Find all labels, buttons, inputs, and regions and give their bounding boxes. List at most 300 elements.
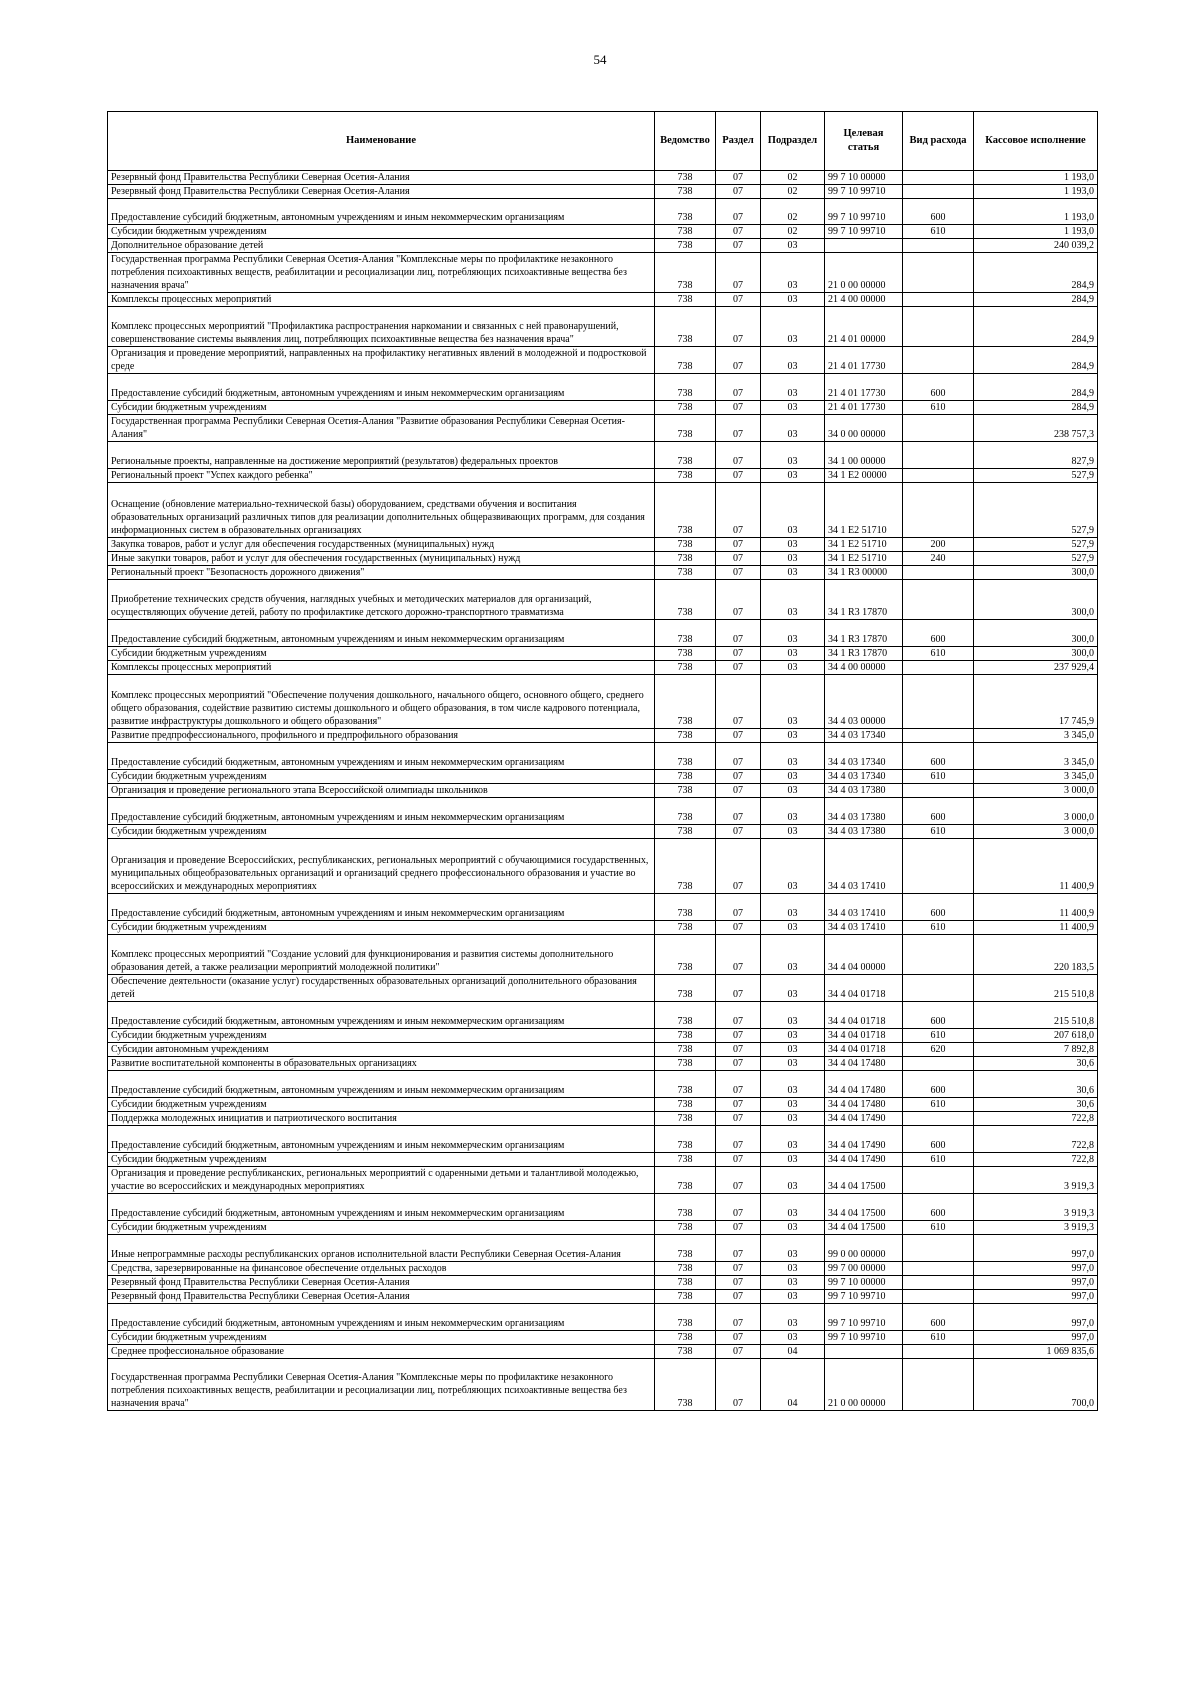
cell-section: 07: [716, 1002, 761, 1029]
table-row: [108, 1194, 1098, 1221]
cell-target-article: 21 4 01 17730: [825, 374, 903, 401]
table-row: [108, 1262, 1098, 1276]
table-row: [108, 307, 1098, 347]
table-row: [108, 975, 1098, 1002]
cell-expense-type: 610: [903, 1098, 974, 1112]
cell-department: 738: [655, 1359, 716, 1411]
cell-subsection: 03: [761, 1002, 825, 1029]
cell-cash-execution: 722,8: [974, 1112, 1098, 1126]
table-row: [108, 1359, 1098, 1411]
cell-department: 738: [655, 1221, 716, 1235]
cell-department: 738: [655, 935, 716, 975]
cell-subsection: 03: [761, 1276, 825, 1290]
cell-department: 738: [655, 580, 716, 620]
cell-name: Иные закупки товаров, работ и услуг для обеспечения государственных (муниципальных) нужд: [108, 552, 655, 566]
cell-section: 07: [716, 347, 761, 374]
header-department: Ведомство: [655, 112, 716, 171]
cell-expense-type: 610: [903, 921, 974, 935]
table-row: [108, 1331, 1098, 1345]
cell-target-article: 34 4 03 17410: [825, 921, 903, 935]
cell-cash-execution: 997,0: [974, 1235, 1098, 1262]
cell-subsection: 03: [761, 839, 825, 894]
cell-department: 738: [655, 1167, 716, 1194]
cell-expense-type: [903, 839, 974, 894]
cell-target-article: 34 1 E2 51710: [825, 538, 903, 552]
cell-expense-type: [903, 975, 974, 1002]
header-expense-type: Вид расхода: [903, 112, 974, 171]
cell-section: 07: [716, 171, 761, 185]
budget-table: [107, 111, 1098, 1411]
cell-target-article: 34 0 00 00000: [825, 415, 903, 442]
cell-department: 738: [655, 1304, 716, 1331]
cell-expense-type: 600: [903, 374, 974, 401]
header-target-article: Целевая статья: [825, 112, 903, 171]
cell-subsection: 03: [761, 921, 825, 935]
cell-cash-execution: 527,9: [974, 483, 1098, 538]
cell-department: 738: [655, 374, 716, 401]
cell-department: 738: [655, 729, 716, 743]
cell-section: 07: [716, 935, 761, 975]
cell-name: Субсидии бюджетным учреждениям: [108, 401, 655, 415]
cell-section: 07: [716, 921, 761, 935]
cell-name: Государственная программа Республики Северная Осетия-Алания "Развитие образования Республики Северная Осетия-Алания": [108, 415, 655, 442]
cell-section: 07: [716, 675, 761, 729]
cell-department: 738: [655, 1071, 716, 1098]
cell-section: 07: [716, 1262, 761, 1276]
cell-cash-execution: 300,0: [974, 580, 1098, 620]
cell-name: Государственная программа Республики Северная Осетия-Алания "Комплексные меры по профилактике незаконного потребления психоактивных веществ, реабилитации и ресоциализации лиц, потребляющих психоактивные вещества без назначения врача": [108, 253, 655, 293]
cell-target-article: 34 1 E2 51710: [825, 483, 903, 538]
cell-department: 738: [655, 1290, 716, 1304]
table-row: [108, 675, 1098, 729]
cell-subsection: 03: [761, 798, 825, 825]
cell-name: Субсидии бюджетным учреждениям: [108, 1331, 655, 1345]
cell-subsection: 03: [761, 307, 825, 347]
table-row: [108, 185, 1098, 199]
cell-department: 738: [655, 784, 716, 798]
cell-section: 07: [716, 729, 761, 743]
cell-name: Предоставление субсидий бюджетным, автономным учреждениям и иным некоммерческим организациям: [108, 374, 655, 401]
cell-section: 07: [716, 307, 761, 347]
cell-name: Региональный проект "Безопасность дорожного движения": [108, 566, 655, 580]
cell-department: 738: [655, 894, 716, 921]
cell-section: 07: [716, 1345, 761, 1359]
cell-department: 738: [655, 469, 716, 483]
table-row: [108, 647, 1098, 661]
cell-section: 07: [716, 552, 761, 566]
cell-expense-type: [903, 675, 974, 729]
cell-name: Организация и проведение республиканских, региональных мероприятий с одаренными детьми и талантливой молодежью, участие во всероссийских и международных мероприятиях: [108, 1167, 655, 1194]
cell-department: 738: [655, 675, 716, 729]
cell-cash-execution: 3 345,0: [974, 770, 1098, 784]
cell-expense-type: 610: [903, 1153, 974, 1167]
cell-subsection: 03: [761, 552, 825, 566]
cell-target-article: 34 4 03 17380: [825, 798, 903, 825]
cell-section: 07: [716, 566, 761, 580]
table-row: [108, 894, 1098, 921]
cell-department: 738: [655, 225, 716, 239]
cell-department: 738: [655, 253, 716, 293]
cell-section: 07: [716, 1057, 761, 1071]
cell-subsection: 03: [761, 1126, 825, 1153]
cell-target-article: 34 4 04 17490: [825, 1112, 903, 1126]
cell-department: 738: [655, 661, 716, 675]
cell-target-article: 34 4 03 17410: [825, 894, 903, 921]
cell-section: 07: [716, 415, 761, 442]
cell-department: 738: [655, 347, 716, 374]
table-row: [108, 770, 1098, 784]
cell-department: 738: [655, 1112, 716, 1126]
cell-name: Резервный фонд Правительства Республики Северная Осетия-Алания: [108, 1290, 655, 1304]
cell-subsection: 03: [761, 253, 825, 293]
cell-name: Дополнительное образование детей: [108, 239, 655, 253]
cell-target-article: 34 1 R3 17870: [825, 647, 903, 661]
cell-expense-type: [903, 1276, 974, 1290]
cell-expense-type: [903, 1167, 974, 1194]
cell-cash-execution: 30,6: [974, 1057, 1098, 1071]
cell-cash-execution: 1 193,0: [974, 199, 1098, 225]
cell-cash-execution: 3 919,3: [974, 1167, 1098, 1194]
cell-target-article: 21 4 01 17730: [825, 401, 903, 415]
table-row: [108, 620, 1098, 647]
cell-subsection: 03: [761, 1043, 825, 1057]
cell-expense-type: 600: [903, 798, 974, 825]
cell-target-article: 34 4 04 00000: [825, 935, 903, 975]
table-row: [108, 1235, 1098, 1262]
cell-target-article: 99 7 10 99710: [825, 225, 903, 239]
cell-target-article: 34 4 03 17340: [825, 743, 903, 770]
cell-section: 07: [716, 469, 761, 483]
cell-subsection: 03: [761, 975, 825, 1002]
cell-expense-type: [903, 784, 974, 798]
cell-name: Региональный проект "Успех каждого ребенка": [108, 469, 655, 483]
cell-target-article: 99 0 00 00000: [825, 1235, 903, 1262]
cell-cash-execution: 215 510,8: [974, 1002, 1098, 1029]
cell-cash-execution: 997,0: [974, 1331, 1098, 1345]
cell-department: 738: [655, 1235, 716, 1262]
table-header-row: [108, 112, 1098, 171]
cell-subsection: 03: [761, 1098, 825, 1112]
cell-section: 07: [716, 401, 761, 415]
table-row: [108, 839, 1098, 894]
cell-section: 07: [716, 1194, 761, 1221]
table-row: [108, 1167, 1098, 1194]
cell-expense-type: 610: [903, 1029, 974, 1043]
cell-name: Приобретение технических средств обучения, наглядных учебных и методических материалов для организаций, осуществляющих обучение детей, работу по профилактике детского дорожно-транспортного травматизма: [108, 580, 655, 620]
table-row: [108, 921, 1098, 935]
cell-section: 07: [716, 538, 761, 552]
table-row: [108, 293, 1098, 307]
cell-subsection: 03: [761, 661, 825, 675]
cell-cash-execution: 17 745,9: [974, 675, 1098, 729]
cell-cash-execution: 527,9: [974, 469, 1098, 483]
cell-section: 07: [716, 580, 761, 620]
cell-section: 07: [716, 1167, 761, 1194]
cell-subsection: 03: [761, 483, 825, 538]
cell-cash-execution: 997,0: [974, 1262, 1098, 1276]
cell-section: 07: [716, 1098, 761, 1112]
table-row: [108, 483, 1098, 538]
cell-cash-execution: 30,6: [974, 1098, 1098, 1112]
cell-expense-type: 610: [903, 1331, 974, 1345]
cell-target-article: 34 4 03 17380: [825, 825, 903, 839]
table-row: [108, 469, 1098, 483]
cell-target-article: 21 4 01 00000: [825, 307, 903, 347]
cell-target-article: [825, 1345, 903, 1359]
cell-department: 738: [655, 839, 716, 894]
cell-name: Региональные проекты, направленные на достижение мероприятий (результатов) федеральных проектов: [108, 442, 655, 469]
cell-subsection: 03: [761, 647, 825, 661]
cell-expense-type: [903, 307, 974, 347]
cell-department: 738: [655, 1002, 716, 1029]
table-row: [108, 239, 1098, 253]
cell-expense-type: 610: [903, 401, 974, 415]
cell-subsection: 03: [761, 1071, 825, 1098]
cell-department: 738: [655, 293, 716, 307]
cell-target-article: 21 4 00 00000: [825, 293, 903, 307]
cell-department: 738: [655, 798, 716, 825]
cell-section: 07: [716, 620, 761, 647]
cell-target-article: 99 7 10 99710: [825, 185, 903, 199]
cell-name: Комплекс процессных мероприятий "Обеспечение получения дошкольного, начального общего, основного общего, среднего общего образования, содействие развитию системы дошкольного и общего образования, в том числе кадрового потенциала, развитие инфраструктуры дошкольного и общего образования": [108, 675, 655, 729]
cell-subsection: 03: [761, 469, 825, 483]
cell-subsection: 03: [761, 580, 825, 620]
cell-subsection: 03: [761, 374, 825, 401]
cell-expense-type: 610: [903, 770, 974, 784]
cell-name: Резервный фонд Правительства Республики Северная Осетия-Алания: [108, 1276, 655, 1290]
cell-section: 07: [716, 825, 761, 839]
cell-subsection: 03: [761, 784, 825, 798]
cell-cash-execution: 1 193,0: [974, 225, 1098, 239]
cell-subsection: 03: [761, 442, 825, 469]
cell-subsection: 03: [761, 935, 825, 975]
cell-department: 738: [655, 483, 716, 538]
cell-target-article: 34 1 R3 00000: [825, 566, 903, 580]
cell-department: 738: [655, 538, 716, 552]
cell-section: 07: [716, 798, 761, 825]
cell-name: Организация и проведение регионального этапа Всероссийской олимпиады школьников: [108, 784, 655, 798]
cell-target-article: 21 4 01 17730: [825, 347, 903, 374]
cell-section: 07: [716, 1290, 761, 1304]
cell-expense-type: [903, 1235, 974, 1262]
cell-section: 07: [716, 1029, 761, 1043]
cell-cash-execution: 30,6: [974, 1071, 1098, 1098]
cell-subsection: 02: [761, 199, 825, 225]
cell-department: 738: [655, 552, 716, 566]
cell-name: Резервный фонд Правительства Республики Северная Осетия-Алания: [108, 185, 655, 199]
cell-target-article: [825, 239, 903, 253]
cell-cash-execution: 237 929,4: [974, 661, 1098, 675]
cell-cash-execution: 3 000,0: [974, 784, 1098, 798]
cell-department: 738: [655, 1345, 716, 1359]
cell-section: 07: [716, 483, 761, 538]
cell-section: 07: [716, 1235, 761, 1262]
cell-subsection: 03: [761, 770, 825, 784]
cell-name: Закупка товаров, работ и услуг для обеспечения государственных (муниципальных) нужд: [108, 538, 655, 552]
table-row: [108, 552, 1098, 566]
cell-subsection: 03: [761, 1194, 825, 1221]
cell-cash-execution: 11 400,9: [974, 921, 1098, 935]
cell-subsection: 03: [761, 1235, 825, 1262]
cell-name: Предоставление субсидий бюджетным, автономным учреждениям и иным некоммерческим организациям: [108, 1194, 655, 1221]
cell-expense-type: [903, 661, 974, 675]
cell-cash-execution: 238 757,3: [974, 415, 1098, 442]
cell-department: 738: [655, 1029, 716, 1043]
cell-target-article: 34 4 03 17340: [825, 770, 903, 784]
cell-cash-execution: 284,9: [974, 307, 1098, 347]
cell-expense-type: 600: [903, 1071, 974, 1098]
cell-expense-type: [903, 1112, 974, 1126]
cell-expense-type: [903, 171, 974, 185]
cell-subsection: 03: [761, 894, 825, 921]
cell-expense-type: [903, 483, 974, 538]
cell-name: Предоставление субсидий бюджетным, автономным учреждениям и иным некоммерческим организациям: [108, 798, 655, 825]
table-row: [108, 1098, 1098, 1112]
cell-name: Поддержка молодежных инициатив и патриотического воспитания: [108, 1112, 655, 1126]
cell-target-article: 34 1 E2 00000: [825, 469, 903, 483]
cell-name: Предоставление субсидий бюджетным, автономным учреждениям и иным некоммерческим организациям: [108, 1002, 655, 1029]
cell-target-article: 99 7 10 00000: [825, 1276, 903, 1290]
cell-section: 07: [716, 1304, 761, 1331]
cell-target-article: 34 4 04 01718: [825, 1043, 903, 1057]
cell-department: 738: [655, 743, 716, 770]
cell-subsection: 03: [761, 743, 825, 770]
cell-section: 07: [716, 239, 761, 253]
table-row: [108, 1002, 1098, 1029]
table-row: [108, 442, 1098, 469]
cell-cash-execution: 527,9: [974, 552, 1098, 566]
cell-expense-type: 600: [903, 1194, 974, 1221]
cell-department: 738: [655, 566, 716, 580]
cell-section: 07: [716, 374, 761, 401]
cell-department: 738: [655, 647, 716, 661]
cell-subsection: 03: [761, 620, 825, 647]
cell-department: 738: [655, 401, 716, 415]
table-row: [108, 798, 1098, 825]
cell-cash-execution: 3 345,0: [974, 743, 1098, 770]
cell-subsection: 03: [761, 347, 825, 374]
cell-department: 738: [655, 442, 716, 469]
cell-section: 07: [716, 743, 761, 770]
cell-target-article: 34 4 04 01718: [825, 1029, 903, 1043]
cell-department: 738: [655, 171, 716, 185]
cell-cash-execution: 3 000,0: [974, 798, 1098, 825]
cell-section: 07: [716, 1071, 761, 1098]
cell-target-article: 34 1 R3 17870: [825, 580, 903, 620]
cell-cash-execution: 3 345,0: [974, 729, 1098, 743]
cell-expense-type: 600: [903, 1304, 974, 1331]
cell-target-article: 34 4 00 00000: [825, 661, 903, 675]
cell-name: Организация и проведение мероприятий, направленных на профилактику негативных явлений в молодежной и подростковой среде: [108, 347, 655, 374]
cell-department: 738: [655, 770, 716, 784]
cell-expense-type: [903, 415, 974, 442]
table-row: [108, 374, 1098, 401]
cell-department: 738: [655, 1043, 716, 1057]
cell-name: Развитие предпрофессионального, профильного и предпрофильного образования: [108, 729, 655, 743]
cell-section: 07: [716, 1331, 761, 1345]
cell-department: 738: [655, 1262, 716, 1276]
cell-cash-execution: 3 000,0: [974, 825, 1098, 839]
cell-cash-execution: 997,0: [974, 1304, 1098, 1331]
cell-cash-execution: 700,0: [974, 1359, 1098, 1411]
cell-department: 738: [655, 415, 716, 442]
table-row: [108, 784, 1098, 798]
cell-name: Предоставление субсидий бюджетным, автономным учреждениям и иным некоммерческим организациям: [108, 894, 655, 921]
cell-department: 738: [655, 1276, 716, 1290]
cell-expense-type: [903, 566, 974, 580]
cell-cash-execution: 220 183,5: [974, 935, 1098, 975]
cell-expense-type: [903, 1359, 974, 1411]
cell-expense-type: 610: [903, 825, 974, 839]
table-row: [108, 580, 1098, 620]
cell-section: 07: [716, 1153, 761, 1167]
table-row: [108, 1029, 1098, 1043]
cell-cash-execution: 827,9: [974, 442, 1098, 469]
header-section: Раздел: [716, 112, 761, 171]
cell-target-article: 99 7 10 99710: [825, 1290, 903, 1304]
cell-target-article: 34 4 04 01718: [825, 975, 903, 1002]
cell-expense-type: [903, 1057, 974, 1071]
cell-target-article: 99 7 10 99710: [825, 1331, 903, 1345]
cell-cash-execution: 284,9: [974, 347, 1098, 374]
cell-target-article: 34 4 04 17500: [825, 1221, 903, 1235]
cell-subsection: 03: [761, 239, 825, 253]
cell-subsection: 03: [761, 1331, 825, 1345]
cell-expense-type: 600: [903, 199, 974, 225]
cell-department: 738: [655, 1153, 716, 1167]
cell-target-article: 34 1 00 00000: [825, 442, 903, 469]
cell-name: Комплекс процессных мероприятий "Профилактика распространения наркомании и связанных с ней правонарушений, совершенствование системы выявления лиц, потребляющих психоактивные вещества без назначения врача": [108, 307, 655, 347]
cell-expense-type: [903, 293, 974, 307]
cell-expense-type: 610: [903, 1221, 974, 1235]
table-row: [108, 661, 1098, 675]
cell-name: Развитие воспитательной компоненты в образовательных организациях: [108, 1057, 655, 1071]
cell-cash-execution: 1 193,0: [974, 171, 1098, 185]
cell-section: 07: [716, 199, 761, 225]
cell-cash-execution: 722,8: [974, 1153, 1098, 1167]
cell-target-article: 34 1 E2 51710: [825, 552, 903, 566]
cell-expense-type: [903, 469, 974, 483]
table-row: [108, 1304, 1098, 1331]
cell-subsection: 03: [761, 566, 825, 580]
cell-cash-execution: 1 069 835,6: [974, 1345, 1098, 1359]
cell-name: Обеспечение деятельности (оказание услуг) государственных образовательных организаций дополнительного образования детей: [108, 975, 655, 1002]
cell-expense-type: 620: [903, 1043, 974, 1057]
cell-expense-type: 610: [903, 225, 974, 239]
table-row: [108, 401, 1098, 415]
cell-subsection: 03: [761, 415, 825, 442]
cell-target-article: 99 7 10 00000: [825, 171, 903, 185]
cell-expense-type: [903, 1290, 974, 1304]
cell-expense-type: 600: [903, 620, 974, 647]
table-row: [108, 199, 1098, 225]
cell-section: 07: [716, 1112, 761, 1126]
cell-expense-type: 600: [903, 1002, 974, 1029]
cell-department: 738: [655, 921, 716, 935]
cell-cash-execution: 300,0: [974, 620, 1098, 647]
cell-target-article: 99 7 00 00000: [825, 1262, 903, 1276]
cell-expense-type: [903, 935, 974, 975]
table-row: [108, 1290, 1098, 1304]
cell-department: 738: [655, 239, 716, 253]
cell-section: 07: [716, 253, 761, 293]
cell-expense-type: [903, 347, 974, 374]
cell-name: Среднее профессиональное образование: [108, 1345, 655, 1359]
cell-target-article: 34 4 04 17480: [825, 1071, 903, 1098]
cell-section: 07: [716, 442, 761, 469]
cell-name: Предоставление субсидий бюджетным, автономным учреждениям и иным некоммерческим организациям: [108, 1304, 655, 1331]
header-cash-execution: Кассовое исполнение: [974, 112, 1098, 171]
